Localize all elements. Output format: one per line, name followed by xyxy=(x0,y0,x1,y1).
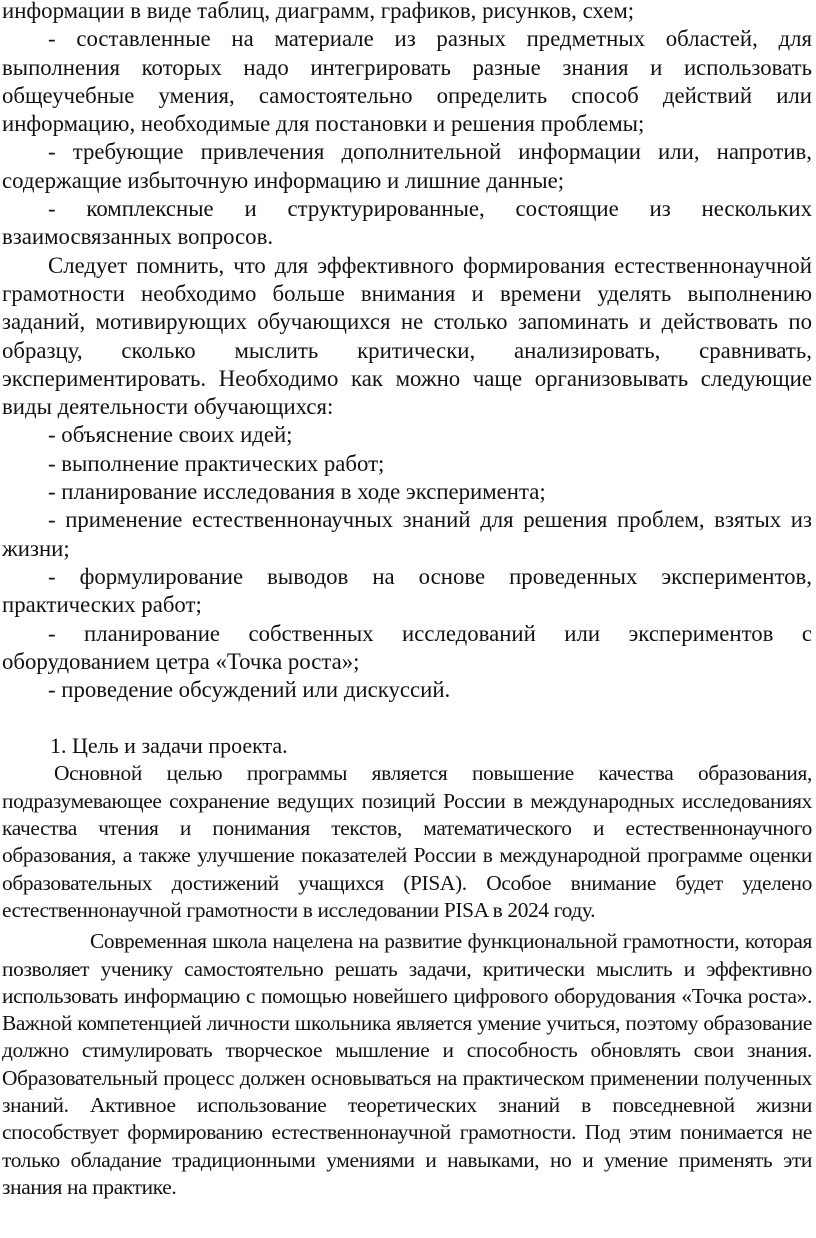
list-item-discussions: - проведение обсуждений или дискуссий. xyxy=(48,677,451,703)
list-item-apply-knowledge: - применение естественнонаучных знаний для решения проблем, взятых из жизни; xyxy=(2,507,812,561)
list-item-interdisciplinary: - составленные на материале из разных предметных областей, для выполнения которых надо интегрировать разные знания и использовать общеучебные умения, самостоятельно определить способ действий или информацию, необходимые для постановки и решения проблемы; xyxy=(2,26,812,137)
list-item-own-research: - планирование собственных исследований или экспериментов с оборудованием цетра «Точка роста»; xyxy=(2,620,812,674)
paragraph-main-goal: Основной целью программы является повышение качества образования, подразумевающее сохранение ведущих позиций России в международных исследованиях качества чтения и понимания текстов, математического и естественнонаучного образования, а также улучшение показателей России в международной программе оценки образовательных достижений учащихся (PISA). Особое внимание будет уделено естественнонаучной грамотности в исследовании PISA в 2024 году. xyxy=(2,761,812,922)
list-item-conclusions: - формулирование выводов на основе проведенных экспериментов, практических работ; xyxy=(2,563,812,618)
paragraph-continuation: информации в виде таблиц, диаграмм, графиков, рисунков, схем; xyxy=(2,0,635,23)
task-types-section xyxy=(2,0,812,704)
list-item-additional-info: - требующие привлечения дополнительной информации или, напротив, содержащие избыточную информацию и лишние данные; xyxy=(2,139,812,193)
paragraph-recommendation: Следует помнить, что для эффективного формирования естественнонаучной грамотности необходимо больше внимания и времени уделять выполнению заданий, мотивирующих обучающихся не столько запоминать и действовать по образцу, сколько мыслить критически, анализировать, сравнивать, экспериментировать. Необходимо как можно чаще организовывать следующие виды деятельности обучающихся: xyxy=(2,252,812,420)
list-item-research-planning: - планирование исследования в ходе эксперимента; xyxy=(48,479,546,505)
list-item-explain-ideas: - объяснение своих идей; xyxy=(48,422,293,448)
section-heading: 1. Цель и задачи проекта. xyxy=(50,733,288,759)
list-item-complex: - комплексные и структурированные, состоящие из нескольких взаимосвязанных вопросов. xyxy=(2,196,812,250)
goals-section xyxy=(2,760,812,1201)
list-item-practical-work: - выполнение практических работ; xyxy=(48,450,385,476)
paragraph-modern-school: Современная школа нацелена на развитие функциональной грамотности, которая позволяет ученику самостоятельно решать задачи, критически мыслить и эффективно использовать информацию с помощью новейшего цифрового оборудования «Точка роста». Важной компетенцией личности школьника является умение учиться, поэтому образование должно стимулировать творческое мышление и способность обновлять свои знания. Образовательный процесс должен основываться на практическом применении полученных знаний. Активное использование теоретических знаний в повседневной жизни способствует формированию естественнонаучной грамотности. Под этим понимается не только обладание традиционными умениями и навыками, но и умение применять эти знания на практике. xyxy=(2,929,812,1199)
